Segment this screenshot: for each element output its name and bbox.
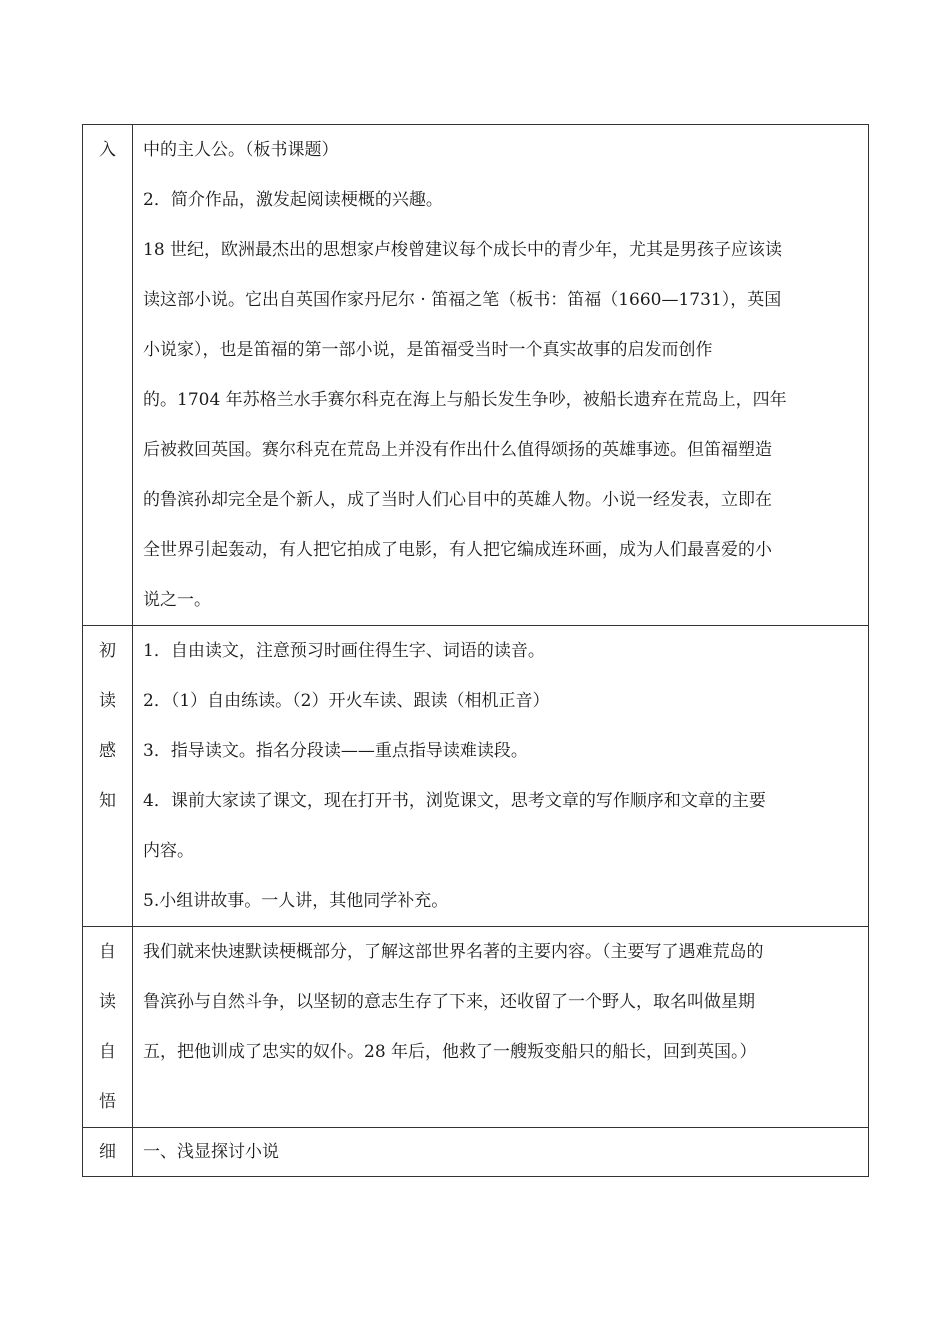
- row-label-char: 悟: [99, 1092, 116, 1112]
- row-label-char: 自: [99, 942, 116, 962]
- table-row-self-study: [83, 927, 869, 1128]
- content-line: 五，把他训成了忠实的奴仆。28 年后，他救了一艘叛变船只的船长，回到英国。）: [143, 1042, 757, 1062]
- content-line: 鲁滨孙与自然斗争，以坚韧的意志生存了下来，还收留了一个野人，取名叫做星期: [143, 992, 755, 1012]
- content-line: 18 世纪，欧洲最杰出的思想家卢梭曾建议每个成长中的青少年，尤其是男孩子应该读: [143, 240, 783, 260]
- table-row-first-reading: [83, 626, 869, 927]
- row-content-first-reading: [133, 626, 869, 927]
- row-label-first-reading: [83, 626, 133, 927]
- content-line: 内容。: [143, 841, 194, 861]
- content-line: 2．简介作品，激发起阅读梗概的兴趣。: [143, 190, 443, 210]
- content-line: 全世界引起轰动，有人把它拍成了电影，有人把它编成连环画，成为人们最喜爱的小: [143, 540, 772, 560]
- table-row-intro: [83, 125, 869, 626]
- row-label-char: 读: [99, 992, 116, 1012]
- row-label-char: 入: [99, 140, 116, 160]
- row-label-intro: [83, 125, 133, 626]
- content-line: 小说家），也是笛福的第一部小说，是笛福受当时一个真实故事的启发而创作: [143, 340, 713, 360]
- lesson-plan-table: [82, 124, 869, 1177]
- row-label-char: 知: [99, 791, 116, 811]
- content-line: 的。1704 年苏格兰水手赛尔科克在海上与船长发生争吵，被船长遗弃在荒岛上，四年: [143, 390, 787, 410]
- content-line: 读这部小说。它出自英国作家丹尼尔 · 笛福之笔（板书：笛福（1660—1731），英国: [143, 290, 782, 310]
- content-line: 2．（1）自由练读。（2）开火车读、跟读（相机正音）: [143, 691, 550, 711]
- content-line: 4．课前大家读了课文，现在打开书，浏览课文，思考文章的写作顺序和文章的主要: [143, 791, 766, 811]
- row-content-self-study: [133, 927, 869, 1128]
- row-label-char: 细: [99, 1142, 116, 1162]
- content-line: 我们就来快速默读梗概部分，了解这部世界名著的主要内容。（主要写了遇难荒岛的: [143, 942, 764, 962]
- content-line: 1．自由读文，注意预习时画住得生字、词语的读音。: [143, 641, 545, 661]
- row-label-detail: [83, 1128, 133, 1177]
- content-line: 的鲁滨孙却完全是个新人，成了当时人们心目中的英雄人物。小说一经发表，立即在: [143, 490, 772, 510]
- row-label-char: 读: [99, 691, 116, 711]
- content-line: 中的主人公。（板书课题）: [143, 140, 339, 160]
- row-label-char: 自: [99, 1042, 116, 1062]
- row-content-detail: [133, 1128, 869, 1177]
- row-label-char: 初: [99, 641, 116, 661]
- content-line: 5.小组讲故事。一人讲，其他同学补充。: [143, 891, 449, 911]
- row-content-intro: [133, 125, 869, 626]
- row-label-char: 感: [99, 741, 116, 761]
- table-row-detail: [83, 1128, 869, 1177]
- content-line: 3．指导读文。指名分段读——重点指导读难读段。: [143, 741, 528, 761]
- content-line: 说之一。: [143, 590, 211, 610]
- content-line: 后被救回英国。赛尔科克在荒岛上并没有作出什么值得颂扬的英雄事迹。但笛福塑造: [143, 440, 772, 460]
- content-line: 一、浅显探讨小说: [143, 1142, 279, 1162]
- row-label-self-study: [83, 927, 133, 1128]
